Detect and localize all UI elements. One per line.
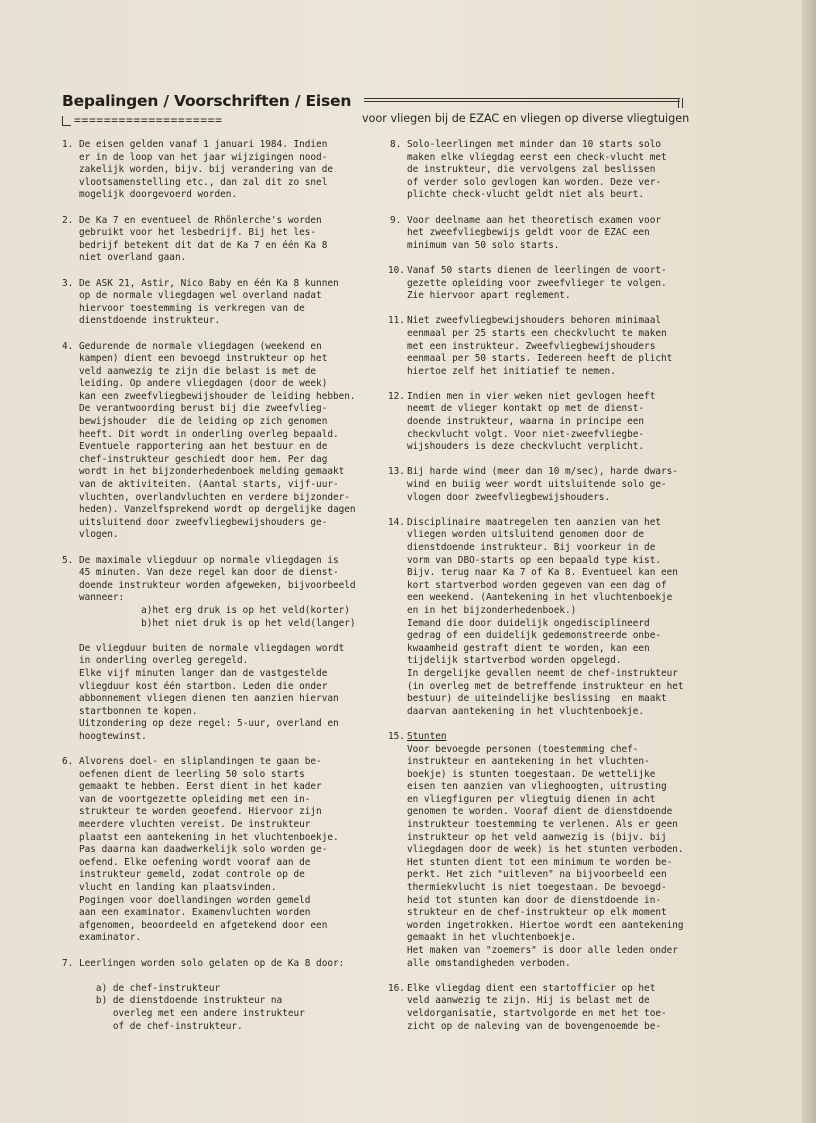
rule-text-line: [79, 630, 392, 643]
title-rule-lower: [364, 101, 680, 102]
rule-text-line: Uitzondering op deze regel: 5-uur, overland en: [79, 718, 339, 730]
rule-text-line: perkt. Het zich "uitleven" na bijvoorbeeld een: [407, 869, 667, 881]
rule-number: 15.: [388, 730, 405, 742]
rule-item: [390, 517, 720, 719]
rule-text-line: De eisen gelden vanaf 1 januari 1984. Indien: [79, 139, 328, 150]
rule-text-line: instrukteur en aantekening in het vluchten-: [407, 756, 650, 768]
rule-text-line: Eventuele rapportering aan het bestuur en de: [79, 441, 328, 453]
rule-text-line: instrukteur gemeld, zodat controle op de: [79, 869, 305, 881]
rule-text-line: zicht op de naleving van de bovengenoemde be-: [407, 1020, 661, 1032]
rule-item: [390, 315, 720, 378]
rule-text-line: alle omstandigheden verboden.: [407, 957, 571, 969]
rule-number: 3.: [62, 277, 74, 289]
rule-text-line: Het stunten dient tot een minimum te worden be-: [407, 856, 673, 868]
rule-text-line: of verder solo gevlogen kan worden. Deze ver-: [407, 176, 661, 188]
rule-text-line: leiding. Op andere vliegdagen (door de week): [79, 378, 328, 390]
rule-text-line: er in de loop van het jaar wijzigingen nood-: [79, 151, 328, 163]
right-column: [390, 139, 720, 1046]
rule-text-line: vlootsamenstelling etc., dan zal dit zo snel: [79, 176, 328, 188]
rule-text-line: vlucht en landing kan plaatsvinden.: [79, 882, 277, 894]
rule-text-line: De verantwoording berust bij die zweefvlieg-: [79, 403, 328, 415]
rule-text-line: het zweefvliegbewijs geldt voor de EZAC een: [407, 227, 650, 239]
rule-text-line: De maximale vliegduur op normale vliegdagen is: [79, 554, 339, 566]
rule-text-line: kampen) dient een bevoegd instrukteur op het: [79, 353, 328, 365]
rule-item: [62, 215, 392, 265]
rule-text-line: b)het niet druk is op het veld(langer): [79, 617, 356, 629]
rule-text-line: vorm van DBO-starts op een bepaald type kist.: [407, 554, 661, 566]
rule-item: [390, 466, 720, 504]
rule-text-line: Pas daarna kan daadwerkelijk solo worden ge-: [79, 844, 328, 856]
rule-text-line: strukteur te worden geoefend. Hiervoor zijn: [79, 806, 322, 818]
rule-text-line: gedrag of een duidelijk gedemonstreerde onbe-: [407, 630, 661, 642]
rule-text-line: uitsluitend door zweefvliegbewijshouders ge-: [79, 516, 328, 528]
rule-text-line: veld aanwezig te zijn. Hij is belast met de: [407, 995, 650, 1007]
rule-item: [62, 958, 392, 1034]
rule-text-line: heid tot stunten kan door de dienstdoende in-: [407, 894, 661, 906]
rule-text-line: vliegen worden uitsluitend genomen door de: [407, 529, 645, 541]
rule-text-line: (in overleg met de betreffende instrukteur en het: [407, 680, 684, 692]
rule-number: 9.: [390, 214, 402, 226]
rule-text-line: vlogen door zweefvliegbewijshouders.: [407, 491, 611, 503]
rule-text-line: in onderling overleg geregeld.: [79, 655, 249, 667]
rule-item: [390, 391, 720, 454]
rule-text-line: Leerlingen worden solo gelaten op de Ka 8 door:: [79, 957, 345, 969]
rule-number: 7.: [62, 957, 74, 969]
rule-text-line: doende instrukteur worden afgeweken, bijvoorbeeld: [79, 579, 356, 591]
rule-number: 2.: [62, 214, 74, 226]
rule-text-line: Pogingen voor doellandingen worden gemeld: [79, 894, 311, 906]
left-column: [62, 139, 392, 1046]
rule-text-line: wijshouders is deze checkvlucht verplicht.: [407, 441, 645, 453]
rule-number: 12.: [388, 390, 405, 402]
rule-text-line: Iemand die door duidelijk ongedisciplineerd: [407, 617, 650, 629]
rule-text-line: niet overland gaan.: [79, 252, 187, 264]
rule-text-line: de instrukteur, die vervolgens zal beslissen: [407, 164, 656, 176]
rule-text-line: afgenomen, beoordeeld en afgetekend door een: [79, 919, 328, 931]
rule-text-line: eenmaal per 25 starts een checkvlucht te maken: [407, 327, 667, 339]
title-rule-end: [678, 98, 683, 108]
rule-item: [390, 983, 720, 1033]
rule-text-line: checkvlucht volgt. Voor niet-zweefvliegbe-: [407, 428, 645, 440]
rule-text-line: Bij harde wind (meer dan 10 m/sec), harde dwars-: [407, 466, 678, 478]
rule-text-line: oefenen dient de leerling 50 solo starts: [79, 768, 305, 780]
rule-text-line: chef-instrukteur geschiedt door hem. Per dag: [79, 453, 328, 465]
rule-text-line: Solo-leerlingen met minder dan 10 starts solo: [407, 139, 661, 150]
rule-text-line: bedrijf betekent dit dat de Ka 7 en één Ka 8: [79, 239, 328, 251]
rule-text-line: met een instrukteur. Zweefvliegbewijshouders: [407, 340, 656, 352]
rule-item: [62, 756, 392, 945]
rule-text-line: maken elke vliegdag eerst een check-vlucht met: [407, 151, 667, 163]
rule-text-line: bewijshouder die de leiding op zich genomen: [79, 416, 328, 428]
rule-number: 5.: [62, 554, 74, 566]
rule-text-line: gezette opleiding voor zweefvlieger te volgen.: [407, 277, 667, 289]
rule-text-line: van de aktiviteiten. (Aantal starts, vijf-uur-: [79, 479, 339, 491]
title-rule: [364, 98, 680, 99]
rule-text-line: Het maken van "zoemers" is door alle leden onder: [407, 945, 678, 956]
rule-text-line: Voor bevoegde personen (toestemming chef-: [407, 743, 639, 755]
rule-text-line: vlogen.: [79, 529, 119, 541]
page-edge-shadow: [802, 0, 816, 1123]
rule-text-line: bestuur) de uiteindelijke beslissing en maakt: [407, 693, 667, 705]
rule-number: 10.: [388, 264, 405, 276]
rule-text-line: heeft. Dit wordt in onderling overleg bepaald.: [79, 428, 339, 440]
rule-text-line: minimum van 50 solo starts.: [407, 239, 560, 251]
rule-text-line: worden ingetrokken. Hiertoe wordt een aantekening: [407, 919, 684, 931]
page-subtitle: voor vliegen bij de EZAC en vliegen op diverse vliegtuigen: [362, 112, 690, 125]
rule-heading: Stunten: [407, 730, 447, 742]
rule-text-line: daarvan aantekening in het vluchtenboekje.: [407, 705, 645, 717]
rule-text-line: Vanaf 50 starts dienen de leerlingen de voort-: [407, 264, 667, 276]
rule-text-line: van de voortgezette opleiding met een in-: [79, 793, 311, 805]
rule-text-line: heden). Vanzelfsprekend wordt op dergelijke dagen: [79, 504, 356, 516]
rule-text-line: kort startverbod worden gegeven van een dag of: [407, 579, 667, 591]
rule-text-line: vliegduur kost één startbon. Leden die onder: [79, 680, 328, 692]
rule-number: 16.: [388, 982, 405, 994]
subtitle-dashes: ====================: [74, 113, 223, 127]
rule-text-line: op de normale vliegdagen wel overland nadat: [79, 290, 322, 302]
rule-text-line: kan een zweefvliegbewijshouder de leiding hebben.: [79, 390, 356, 402]
rule-text-line: b) de dienstdoende instrukteur na: [79, 995, 283, 1007]
rule-text-line: een weekend. (Aantekening in het vluchtenboekje: [407, 592, 673, 604]
rule-text-line: tijdelijk startverbod worden opgelegd.: [407, 655, 622, 667]
rule-text-line: In dergelijke gevallen neemt de chef-instrukteur: [407, 667, 678, 679]
rule-text-line: kwaamheid gestraft dient te worden, kan een: [407, 642, 650, 654]
rule-text-line: meerdere vluchten vereist. De instrukteur: [79, 819, 311, 831]
rule-text-line: Disciplinaire maatregelen ten aanzien van het: [407, 516, 661, 528]
rule-item: [390, 265, 720, 303]
rule-text-line: De ASK 21, Astir, Nico Baby en één Ka 8 kunnen: [79, 277, 339, 289]
rule-text-line: hiertoe zelf het initiatief te nemen.: [407, 365, 616, 377]
rule-text-line: overleg met een andere instrukteur: [79, 1007, 305, 1019]
rule-text-line: wind en buiig weer wordt uitsluitende solo ge-: [407, 479, 667, 491]
rule-text-line: Bijv. terug naar Ka 7 of Ka 8. Eventueel kan een: [407, 567, 678, 579]
rule-text-line: Alvorens doel- en sliplandingen te gaan be-: [79, 756, 322, 768]
rule-item: [390, 139, 720, 202]
rule-number: 14.: [388, 516, 405, 528]
rule-text-line: 45 minuten. Van deze regel kan door de dienst-: [79, 567, 339, 579]
rule-text-line: abbonnement vliegen dienen ten aanzien hiervan: [79, 693, 339, 705]
rule-text-line: neemt de vlieger kontakt op met de dienst-: [407, 403, 645, 415]
rule-text-line: dienstdoende instrukteur. Bij voorkeur in de: [407, 542, 656, 553]
rule-number: 8.: [390, 139, 402, 150]
rule-item: [62, 341, 392, 543]
rule-text-line: De Ka 7 en eventueel de Rhönlerche's worden: [79, 214, 322, 226]
rule-text-line: aan een examinator. Examenvluchten worden: [79, 907, 311, 919]
rule-text-line: en in het bijzonderhedenboek.): [407, 604, 577, 616]
page-title: Bepalingen / Voorschriften / Eisen: [62, 92, 352, 110]
rule-text-line: hiervoor toestemming is verkregen van de: [79, 302, 305, 314]
rule-text-line: of de chef-instrukteur.: [79, 1020, 243, 1032]
rule-text-line: De vliegduur buiten de normale vliegdagen wordt: [79, 642, 345, 654]
rule-text-line: wordt in het bijzonderhedenboek melding gemaakt: [79, 466, 345, 478]
rule-text-line: plichte check-vlucht geldt niet als beurt.: [407, 189, 645, 201]
rule-item: [62, 139, 392, 202]
rule-text-line: mogelijk doorgevoerd worden.: [79, 189, 238, 201]
rule-text-line: instrukteur op het veld aanwezig is (bijv. bij: [407, 831, 667, 843]
rule-text-line: plaatst een aantekening in het vluchtenboekje.: [79, 831, 339, 843]
rule-text-line: a) de chef-instrukteur: [79, 982, 221, 994]
rule-text-line: strukteur en de chef-instrukteur op elk moment: [407, 907, 667, 919]
rule-text-line: gebruikt voor het lesbedrijf. Bij het les-: [79, 227, 317, 239]
rule-text-line: Elke vliegdag dient een startofficier op het: [407, 982, 656, 994]
rule-text-line: hoogtewinst.: [79, 730, 147, 742]
rule-text-line: Indien men in vier weken niet gevlogen heeft: [407, 390, 656, 402]
rule-text-line: Gedurende de normale vliegdagen (weekend en: [79, 340, 322, 352]
rule-number: 1.: [62, 139, 74, 150]
rule-text-line: Zie hiervoor apart reglement.: [407, 290, 571, 302]
rule-text-line: boekje) is stunten toegestaan. De wettelijke: [407, 768, 656, 780]
rule-text-line: [79, 970, 392, 983]
rule-text-line: Niet zweefvliegbewijshouders behoren minimaal: [407, 315, 661, 327]
rule-number: 11.: [388, 315, 405, 327]
rule-text-line: doende instrukteur, waarna in principe een: [407, 416, 645, 428]
subtitle-bracket: [62, 116, 71, 126]
rule-number: 4.: [62, 340, 74, 352]
rule-item: [390, 731, 720, 970]
rule-text-line: Elke vijf minuten langer dan de vastgestelde: [79, 667, 328, 679]
rule-number: 6.: [62, 756, 74, 768]
rule-text-line: oefend. Elke oefening wordt vooraf aan de: [79, 856, 311, 868]
rule-text-line: thermiekvlucht is niet toegestaan. De bevoegd-: [407, 882, 667, 894]
rule-number: 13.: [388, 466, 405, 478]
rule-item: [62, 278, 392, 328]
rule-text-line: genomen te worden. Vooraf dient de dienstdoende: [407, 806, 673, 818]
rule-text-line: vliegdagen door de week) is het stunten verboden.: [407, 844, 684, 856]
rule-text-line: veld aanwezig te zijn die belast is met de: [79, 365, 317, 377]
rule-item: [62, 555, 392, 744]
rule-text-line: en vliegfiguren per vliegtuig dienen in acht: [407, 793, 656, 805]
rule-text-line: dienstdoende instrukteur.: [79, 315, 221, 327]
rule-text-line: zakelijk worden, bijv. bij verandering van de: [79, 164, 333, 176]
rule-text-line: instrukteur toestemming te verlenen. Als er geen: [407, 819, 678, 831]
rule-item: [390, 215, 720, 253]
rule-text-line: a)het erg druk is op het veld(korter): [79, 604, 350, 616]
rule-text-line: veldorganisatie, startvolgorde en met het toe-: [407, 1007, 667, 1019]
rule-text-line: gemaakt in het vluchtenboekje.: [407, 932, 577, 944]
rule-text-line: startbonnen te kopen.: [79, 705, 198, 717]
rule-text-line: gemaakt te hebben. Eerst dient in het kader: [79, 781, 322, 793]
rule-text-line: examinator.: [79, 932, 142, 944]
document-header: [62, 92, 690, 132]
rule-text-line: Voor deelname aan het theoretisch examen voor: [407, 214, 661, 226]
rule-text-line: eisen ten aanzien van vlieghoogten, uitrusting: [407, 781, 667, 793]
rule-text-line: vluchten, overlandvluchten en verdere bijzonder-: [79, 491, 350, 503]
rule-text-line: wanneer:: [79, 592, 125, 604]
rule-text-line: eenmaal per 50 starts. Iedereen heeft de plicht: [407, 353, 673, 365]
